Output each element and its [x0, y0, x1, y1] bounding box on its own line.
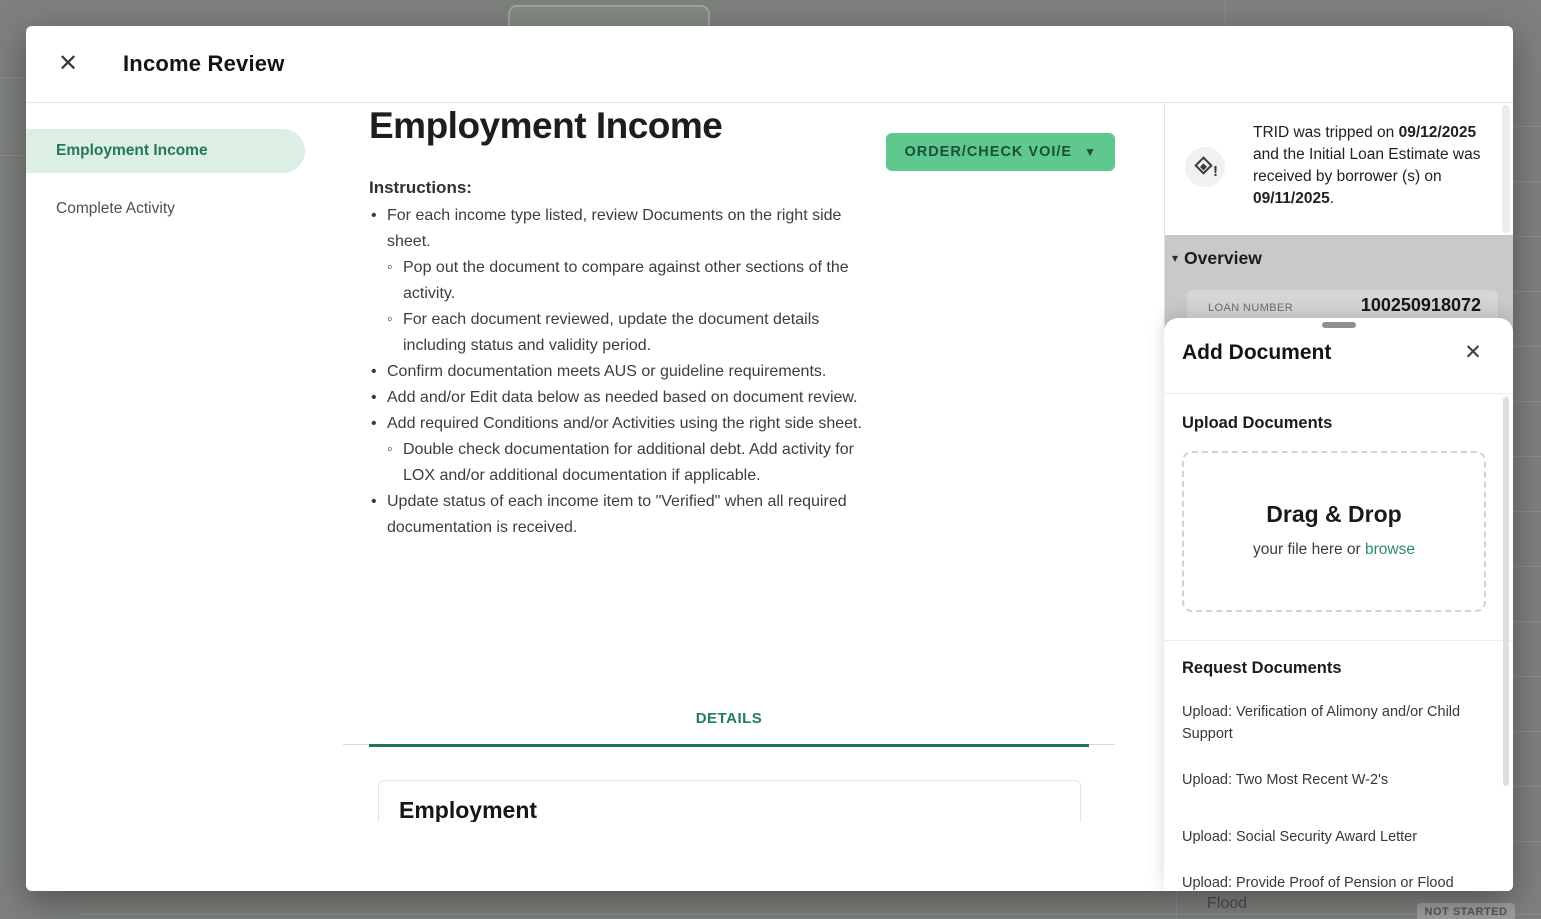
sheet-title: Add Document	[1182, 341, 1332, 364]
main-content	[343, 103, 1164, 822]
page-title: Employment Income	[369, 105, 723, 146]
overview-label: Overview	[1184, 247, 1262, 268]
request-document-item[interactable]: Upload: Two Most Recent W-2's	[1182, 772, 1389, 788]
sidebar-item-complete-activity[interactable]	[26, 192, 305, 226]
file-dropzone[interactable]	[1182, 451, 1486, 612]
close-icon[interactable]: ✕	[57, 50, 79, 77]
trid-text-part: .	[1329, 190, 1335, 207]
sidebar-item-label: Complete Activity	[56, 200, 175, 217]
employment-section-title: Employment	[399, 797, 538, 822]
trid-alert-icon	[1185, 147, 1225, 187]
upload-documents-heading: Upload Documents	[1182, 414, 1333, 432]
modal-header	[26, 26, 1513, 103]
chevron-down-icon: ▼	[1084, 145, 1097, 159]
divider	[1164, 393, 1513, 394]
sidebar-item-label: Employment Income	[56, 142, 208, 159]
drag-handle[interactable]	[1322, 322, 1356, 328]
instruction-item: ◦ Double check documentation for additional debt. Add activity for LOX and/or additional documentation if applicable.	[385, 437, 869, 489]
overview-section-header[interactable]	[1165, 235, 1513, 281]
caret-down-icon: ▾	[1172, 251, 1179, 265]
request-document-item[interactable]: Upload: Provide Proof of Pension or Flood	[1182, 875, 1454, 891]
request-document-item[interactable]: Upload: Verification of Alimony and/or Child Support	[1182, 704, 1461, 742]
instruction-item: ◦ Pop out the document to compare against other sections of the activity.	[385, 255, 869, 307]
instructions-list	[369, 203, 869, 541]
tab-bar	[343, 700, 1115, 745]
instruction-item: • Confirm documentation meets AUS or guideline requirements.	[369, 359, 869, 385]
instructions-label: Instructions:	[369, 178, 472, 197]
divider	[1164, 640, 1513, 641]
dropzone-subtext	[1184, 541, 1484, 559]
dropzone-text: your file here or	[1253, 541, 1366, 558]
trid-date: 09/12/2025	[1398, 124, 1477, 141]
order-check-voie-button[interactable]	[886, 133, 1115, 171]
instruction-item: • Add and/or Edit data below as needed based on document review.	[369, 385, 869, 411]
background-row-line	[80, 914, 1541, 915]
order-check-voie-label: ORDER/CHECK VOI/E	[904, 144, 1073, 160]
background-row-line	[0, 77, 26, 78]
background-divider	[1176, 891, 1177, 919]
add-document-sheet	[1164, 318, 1513, 891]
income-review-modal	[26, 26, 1513, 891]
background-row-lines	[1513, 72, 1541, 891]
trid-notice-text	[1253, 122, 1493, 210]
request-documents-heading: Request Documents	[1182, 659, 1342, 677]
instruction-item: • For each income type listed, review Documents on the right side sheet.	[369, 203, 869, 255]
trid-text-part: and the Initial Loan Estimate was received by borrower (s) on	[1253, 146, 1481, 185]
trid-text-part: TRID was tripped on	[1253, 124, 1399, 141]
exclamation-icon: !	[1213, 163, 1218, 180]
loan-number-value: 100250918072	[1360, 295, 1481, 315]
sheet-scrollbar-thumb[interactable]	[1503, 397, 1509, 786]
loan-number-label: LOAN NUMBER	[1208, 302, 1294, 314]
diamond-icon	[1194, 156, 1212, 174]
sidebar	[26, 104, 343, 891]
background-row-line	[0, 155, 26, 156]
instruction-item: • Add required Conditions and/or Activities using the right side sheet.	[369, 411, 869, 437]
status-badge: NOT STARTED	[1417, 903, 1515, 919]
request-document-item[interactable]: Upload: Social Security Award Letter	[1182, 829, 1418, 845]
background-flood-label: Flood	[1207, 895, 1248, 912]
employment-section-card	[378, 780, 1081, 822]
active-tab-underline	[369, 744, 1089, 747]
background-divider	[1225, 0, 1226, 26]
instruction-item: • Update status of each income item to "Verified" when all required documentation is received.	[369, 489, 869, 541]
trid-notice	[1165, 103, 1513, 235]
sidebar-item-employment-income[interactable]	[26, 129, 305, 173]
tab-details[interactable]	[369, 700, 1089, 745]
browse-link[interactable]: browse	[1365, 541, 1415, 558]
right-panel-scrollbar[interactable]	[1502, 105, 1510, 233]
tab-details-label: DETAILS	[695, 710, 763, 727]
close-icon[interactable]: ✕	[1461, 340, 1485, 364]
instruction-item: ◦ For each document reviewed, update the document details including status and validity period.	[385, 307, 869, 359]
dropzone-title: Drag & Drop	[1266, 501, 1402, 527]
trid-date: 09/11/2025	[1253, 190, 1330, 207]
modal-title: Income Review	[123, 51, 285, 76]
